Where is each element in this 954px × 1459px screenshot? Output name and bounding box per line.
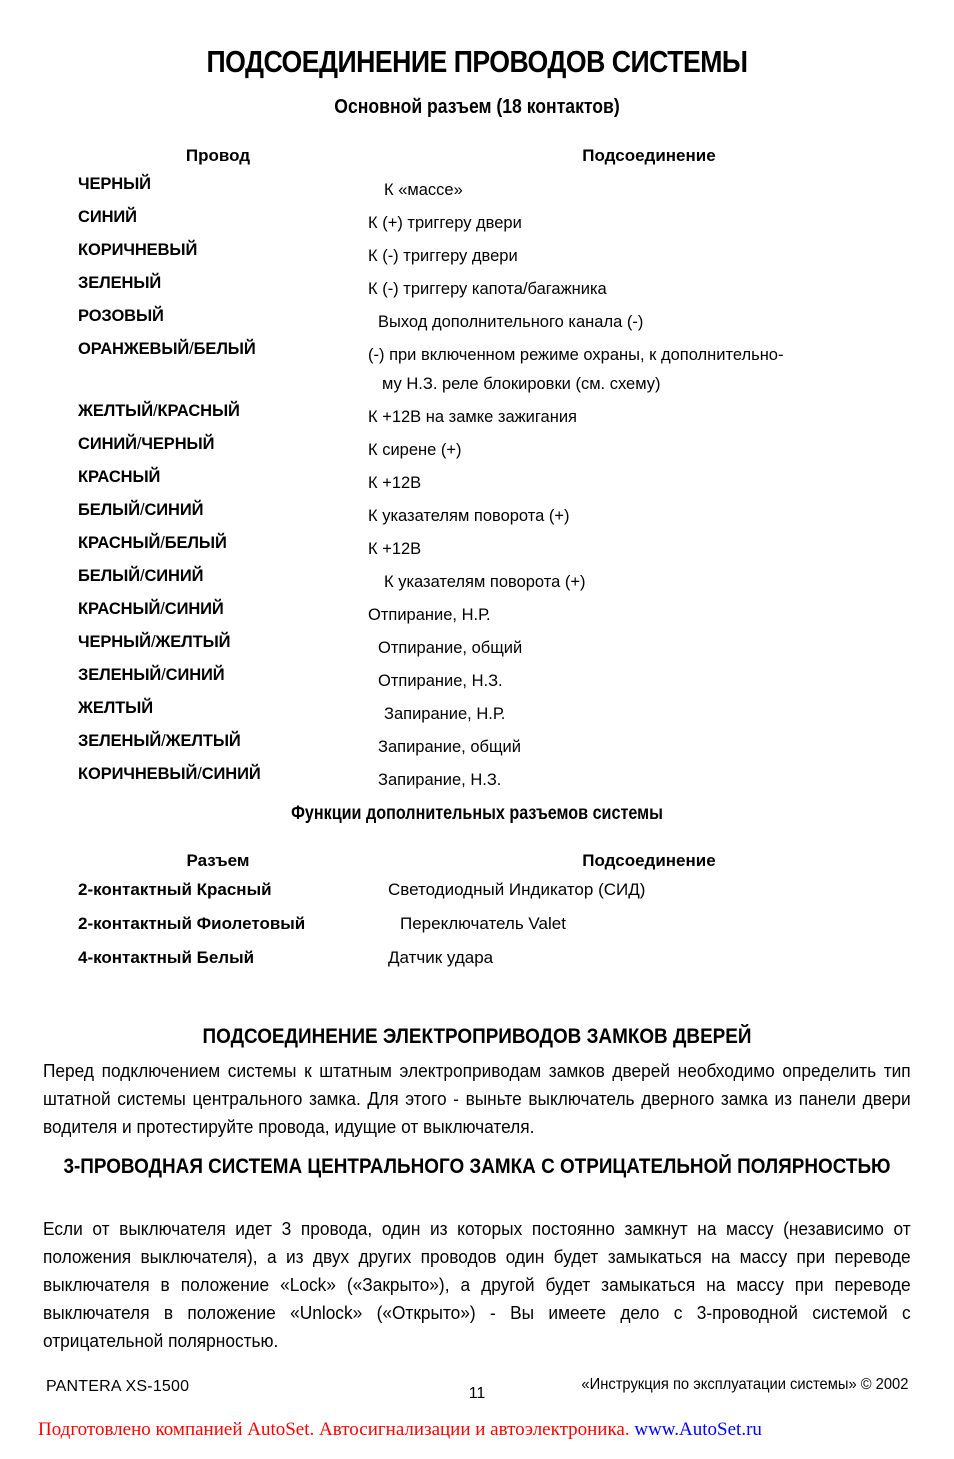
aux-plug-label: 2-контактный Фиолетовый xyxy=(78,914,306,933)
table-row xyxy=(0,765,954,798)
wire-connection-text: К (+) триггеру двери xyxy=(368,214,522,232)
table-row xyxy=(0,880,954,914)
table-row xyxy=(0,699,954,732)
table-row xyxy=(0,307,954,340)
aux-connection-text: Датчик удара xyxy=(388,948,494,967)
page-title: ПОДСОЕДИНЕНИЕ ПРОВОДОВ СИСТЕМЫ xyxy=(206,44,748,79)
table-row xyxy=(0,914,954,948)
table-row xyxy=(0,468,954,501)
wire-color-label: КРАСНЫЙ xyxy=(78,468,161,486)
table-row xyxy=(0,633,954,666)
table-row xyxy=(0,501,954,534)
wire-color-label: ЖЕЛТЫЙ/КРАСНЫЙ xyxy=(78,402,240,420)
wire-connection-text: (-) при включенном режиме охраны, к дополнительно- му Н.З. реле блокировки (см. схему) xyxy=(368,346,784,393)
wire-connection-text: Отпирание, Н.Р. xyxy=(368,606,491,624)
wire-color-label: ОРАНЖЕВЫЙ/БЕЛЫЙ xyxy=(78,340,256,358)
wire-color-label: ЗЕЛЕНЫЙ/СИНИЙ xyxy=(78,666,225,684)
main-connector-table xyxy=(0,175,954,798)
aux-plug-label: 2-контактный Красный xyxy=(78,880,272,899)
table-row xyxy=(0,534,954,567)
table-row xyxy=(0,274,954,307)
wire-color-label: КРАСНЫЙ/СИНИЙ xyxy=(78,600,224,618)
wire-color-label: СИНИЙ/ЧЕРНЫЙ xyxy=(78,435,215,453)
wire-color-label: СИНИЙ xyxy=(78,208,137,226)
three-wire-paragraph: Если от выключателя идет 3 провода, один из которых постоянно замкнут на массу (независимо от положения выключателя), а из двух других проводов один будет замыкаться на массу при переводе выключателя в положение «Lock» («Закрыто»), а другой будет замыкаться на массу при переводе выключателя в положение «Unlock» («Открыто») - Вы имеете дело с 3-проводной системой с отрицательной полярностью. xyxy=(43,1218,911,1351)
door-locks-heading: ПОДСОЕДИНЕНИЕ ЭЛЕКТРОПРИВОДОВ ЗАМКОВ ДВЕРЕЙ xyxy=(202,1025,752,1048)
three-wire-heading: 3-ПРОВОДНАЯ СИСТЕМА ЦЕНТРАЛЬНОГО ЗАМКА С ОТРИЦАТЕЛЬНОЙ ПОЛЯРНОСТЬЮ xyxy=(63,1155,891,1178)
table-row xyxy=(0,241,954,274)
page-number: 11 xyxy=(468,1385,486,1402)
table-row xyxy=(0,402,954,435)
watermark-url[interactable]: www.AutoSet.ru xyxy=(634,1419,762,1440)
wire-color-label: РОЗОВЫЙ xyxy=(78,307,164,325)
wire-connection-text: К +12В xyxy=(368,540,422,558)
wire-color-label: КОРИЧНЕВЫЙ/СИНИЙ xyxy=(78,765,261,783)
wire-connection-text: К указателям поворота (+) xyxy=(368,507,570,525)
table-row xyxy=(0,435,954,468)
wire-connection-text: Отпирание, Н.З. xyxy=(378,672,503,690)
table-row xyxy=(0,600,954,633)
aux-plug-label: 4-контактный Белый xyxy=(78,948,255,967)
wire-connection-text: К +12В на замке зажигания xyxy=(368,408,577,426)
wire-color-label: КРАСНЫЙ/БЕЛЫЙ xyxy=(78,534,227,552)
wire-connection-text: Выход дополнительного канала (-) xyxy=(378,313,644,331)
wire-color-label: БЕЛЫЙ/СИНИЙ xyxy=(78,567,204,585)
table-row xyxy=(0,340,954,402)
wire-connection-text: Запирание, Н.Р. xyxy=(384,705,506,723)
wire-color-label: ЗЕЛЕНЫЙ xyxy=(78,274,162,292)
wire-connection-text: К «массе» xyxy=(384,181,463,199)
watermark-text: Подготовлено компанией AutoSet. Автосигнализации и автоэлектроника. xyxy=(38,1419,635,1440)
wire-color-label: БЕЛЫЙ/СИНИЙ xyxy=(78,501,204,519)
table-row xyxy=(0,732,954,765)
aux-connection-text: Светодиодный Индикатор (СИД) xyxy=(388,880,646,899)
page-subtitle: Основной разъем (18 контактов) xyxy=(334,96,620,118)
column-header-connection: Подсоединение xyxy=(582,146,716,165)
footer-copyright: «Инструкция по эксплуатации системы» © 2002 xyxy=(581,1376,908,1393)
table-row xyxy=(0,948,954,982)
door-locks-paragraph: Перед подключением системы к штатным электроприводам замков дверей необходимо определить тип штатной системы центрального замка. Для этого - выньте выключатель дверного замка из панели двери водителя и протестируйте провода, идущие от выключателя. xyxy=(43,1060,911,1137)
aux-connectors-heading: Функции дополнительных разъемов системы xyxy=(291,803,663,824)
wire-connection-text: К сирене (+) xyxy=(368,441,462,459)
wire-connection-text: К (-) триггеру двери xyxy=(368,247,518,265)
wire-color-label: КОРИЧНЕВЫЙ xyxy=(78,241,198,259)
wire-color-label: ЗЕЛЕНЫЙ/ЖЕЛТЫЙ xyxy=(78,732,241,750)
wire-color-label: ЖЕЛТЫЙ xyxy=(78,699,153,717)
table-row xyxy=(0,666,954,699)
wire-connection-text: К +12В xyxy=(368,474,422,492)
wire-connection-text: К указателям поворота (+) xyxy=(384,573,586,591)
table-row xyxy=(0,208,954,241)
column-header-wire: Провод xyxy=(185,146,251,165)
column-header-aux-connection: Подсоединение xyxy=(582,851,716,870)
footer-model: PANTERA XS-1500 xyxy=(46,1378,190,1395)
aux-connector-table xyxy=(0,880,954,982)
aux-connection-text: Переключатель Valet xyxy=(400,914,566,933)
table-row xyxy=(0,175,954,208)
column-header-plug: Разъем xyxy=(186,851,250,870)
wire-connection-text: Запирание, Н.З. xyxy=(378,771,502,789)
table-row xyxy=(0,567,954,600)
wire-connection-text: Отпирание, общий xyxy=(378,639,523,657)
watermark xyxy=(38,1419,762,1441)
wire-color-label: ЧЕРНЫЙ/ЖЕЛТЫЙ xyxy=(78,633,231,651)
wire-connection-text: К (-) триггеру капота/багажника xyxy=(368,280,607,298)
wire-color-label: ЧЕРНЫЙ xyxy=(78,175,151,193)
wire-connection-text: Запирание, общий xyxy=(378,738,521,756)
